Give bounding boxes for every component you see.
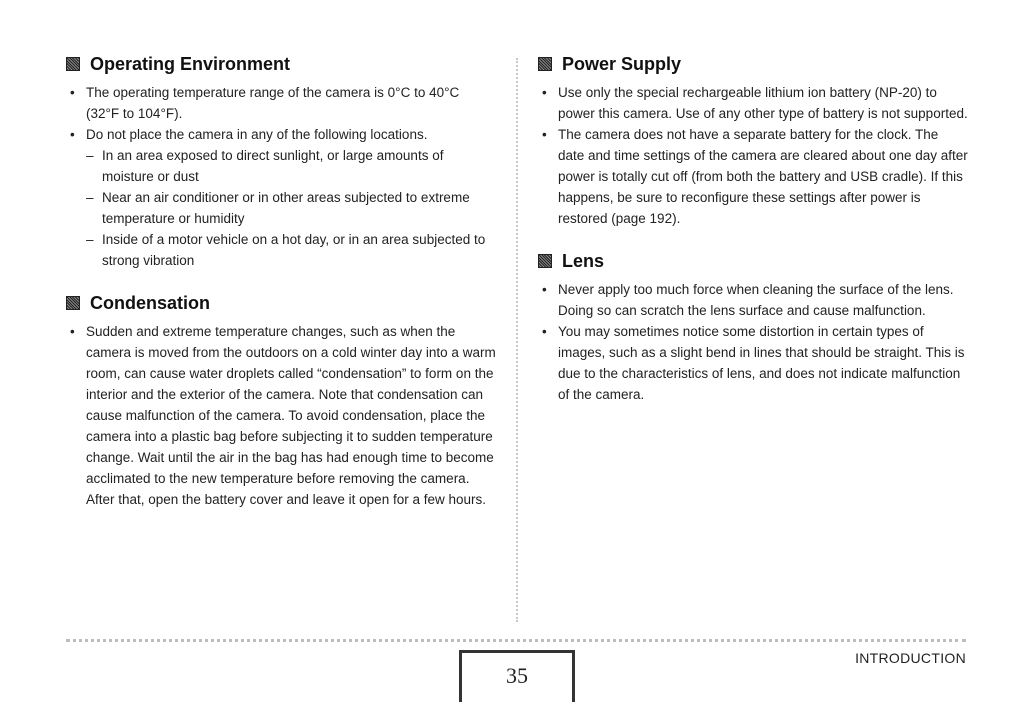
heading-text: Lens <box>562 251 605 271</box>
condensation-section <box>66 291 496 510</box>
sub-list-item: – In an area exposed to direct sunlight, or large amounts of moisture or dust <box>86 145 496 187</box>
list-item: • You may sometimes notice some distortion in certain types of images, such as a slight bend in lines that should be straight. This is due to the characteristics of lens, and does not indicate malfunction of the camera. <box>538 321 968 405</box>
left-column <box>66 52 496 530</box>
sub-list <box>86 145 496 271</box>
page-number: 35 <box>459 650 575 702</box>
bullet-list <box>66 321 496 510</box>
heading-text: Operating Environment <box>90 54 291 74</box>
condensation-heading <box>66 291 496 315</box>
heading-text: Condensation <box>90 293 210 313</box>
list-item <box>66 124 496 271</box>
sub-list-item: – Inside of a motor vehicle on a hot day, or in an area subjected to strong vibration <box>86 229 496 271</box>
bullet-list <box>66 82 496 271</box>
list-item: • Sudden and extreme temperature changes, such as when the camera is moved from the outdoors on a cold winter day into a warm room, can cause water droplets called “condensation” to form on the interior and the exterior of the camera. Note that condensation can cause malfunction of the camera. To avoid condensation, place the camera into a plastic bag before subjecting it to sudden temperature change. Wait until the air in the bag has had enough time to become acclimated to the new temperature before removing the camera. After that, open the battery cover and leave it open for a few hours. <box>66 321 496 510</box>
footer-divider <box>66 639 966 642</box>
operating-environment-heading <box>66 52 496 76</box>
square-bullet-icon <box>538 57 552 71</box>
bullet-list <box>538 82 968 229</box>
list-item: • The camera does not have a separate battery for the clock. The date and time settings of the camera are cleared about one day after power is totally cut off (from both the battery and USB cradle). If this happens, be sure to reconfigure these settings after power is restored (page 192). <box>538 124 968 229</box>
sub-list-item: – Near an air conditioner or in other areas subjected to extreme temperature or humidity <box>86 187 496 229</box>
section-label: INTRODUCTION <box>855 650 966 666</box>
list-item-text: Do not place the camera in any of the following locations. <box>86 127 428 142</box>
lens-section <box>538 249 968 405</box>
square-bullet-icon <box>538 254 552 268</box>
column-divider <box>516 58 518 622</box>
lens-heading <box>538 249 968 273</box>
operating-environment-section <box>66 52 496 271</box>
list-item: • The operating temperature range of the camera is 0°C to 40°C (32°F to 104°F). <box>66 82 496 124</box>
list-item: • Use only the special rechargeable lithium ion battery (NP-20) to power this camera. Use of any other type of battery is not supported. <box>538 82 968 124</box>
square-bullet-icon <box>66 57 80 71</box>
bullet-list <box>538 279 968 405</box>
list-item: • Never apply too much force when cleaning the surface of the lens. Doing so can scratch the lens surface and cause malfunction. <box>538 279 968 321</box>
power-supply-heading <box>538 52 968 76</box>
right-column <box>538 52 968 425</box>
power-supply-section <box>538 52 968 229</box>
square-bullet-icon <box>66 296 80 310</box>
heading-text: Power Supply <box>562 54 682 74</box>
